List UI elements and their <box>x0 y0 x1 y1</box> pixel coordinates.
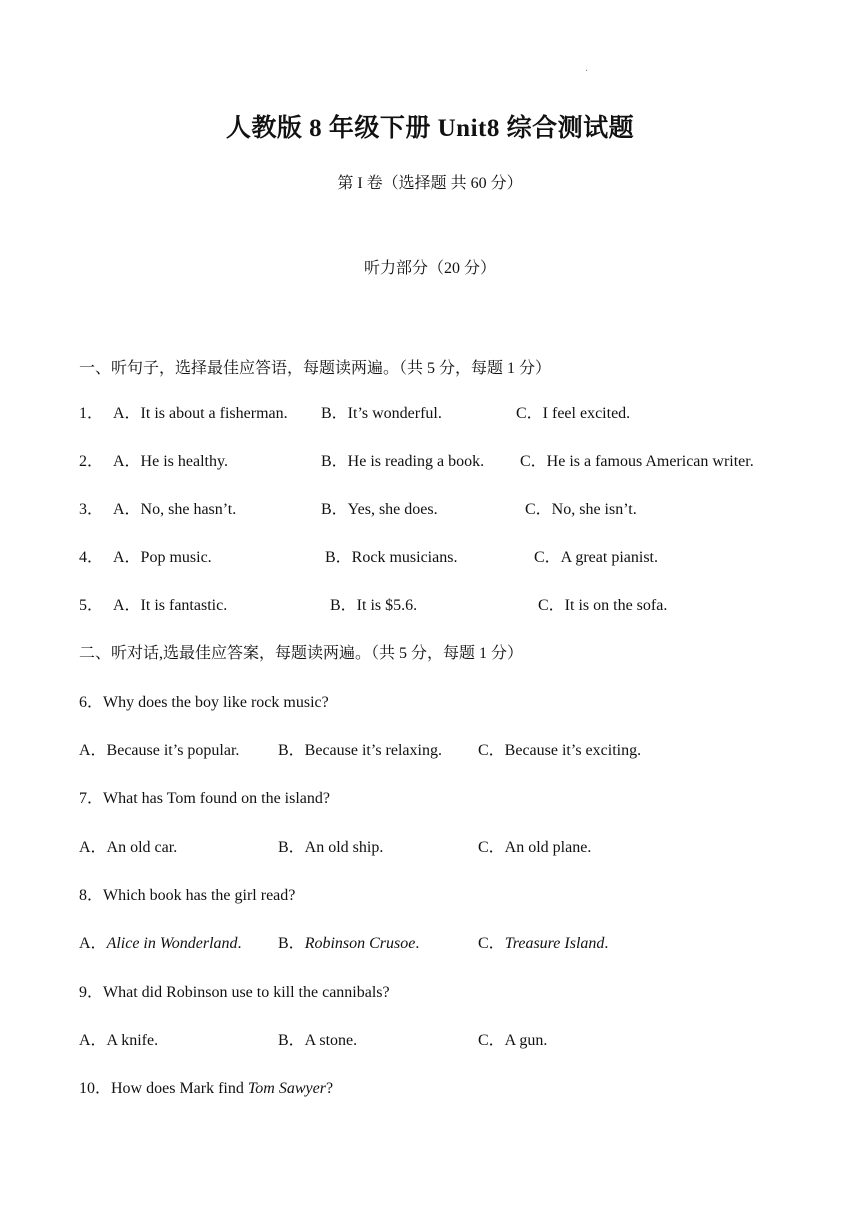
q3-option-a: A．No, she hasn’t. <box>113 501 237 518</box>
q8-option-a-letter: A． <box>79 935 107 952</box>
q8-option-b-end: . <box>415 935 420 952</box>
q4-number: 4． <box>79 549 104 566</box>
q1-number: 1． <box>79 405 104 422</box>
q8-option-b <box>278 930 419 953</box>
q7-option-b: B．An old ship. <box>278 839 384 856</box>
q8-option-a-end: . <box>237 935 242 952</box>
q9-stem: 9．What did Robinson use to kill the cannibals? <box>79 984 390 1001</box>
q5-option-a: A．It is fantastic. <box>113 597 228 614</box>
q9-option-b: B．A stone. <box>278 1032 358 1049</box>
q5-option-c: C．It is on the sofa. <box>538 597 668 614</box>
q7-option-c: C．An old plane. <box>478 839 592 856</box>
q2-option-a: A．He is healthy. <box>113 453 228 470</box>
q10-stem-end: ? <box>325 1080 334 1097</box>
q9-option-c: C．A gun. <box>478 1032 548 1049</box>
q2-number: 2． <box>79 453 104 470</box>
q6-option-c: C．Because it’s exciting. <box>478 742 642 759</box>
q10-stem <box>79 1075 333 1098</box>
q4-option-b: B．Rock musicians. <box>325 549 458 566</box>
q1-option-c: C．I feel excited. <box>516 405 631 422</box>
listening-label: 听力部分（20 分） <box>363 260 496 277</box>
q4-option-a: A．Pop music. <box>113 549 212 566</box>
q8-option-a-title: Alice in Wonderland <box>106 935 238 952</box>
q4-option-c: C．A great pianist. <box>534 549 658 566</box>
q3-option-c: C．No, she isn’t. <box>525 501 637 518</box>
q9-option-a: A．A knife. <box>79 1032 159 1049</box>
q2-option-b: B．He is reading a book. <box>321 453 485 470</box>
q6-stem: 6．Why does the boy like rock music? <box>79 694 329 711</box>
q8-option-c <box>478 930 608 953</box>
page-dot: · <box>585 66 589 77</box>
q10-stem-pre: 10．How does Mark find <box>79 1080 248 1097</box>
q1-option-a: A．It is about a fisherman. <box>113 405 288 422</box>
q10-stem-title: Tom Sawyer <box>247 1080 326 1097</box>
q5-option-b: B．It is $5.6. <box>330 597 418 614</box>
paper-label: 第 I 卷（选择题 共 60 分） <box>337 175 523 192</box>
section2-heading: 二、听对话,选最佳应答案，每题读两遍。（共 5 分，每题 1 分） <box>79 645 524 662</box>
section1-heading: 一、听句子，选择最佳应答语，每题读两遍。（共 5 分，每题 1 分） <box>79 360 552 377</box>
q8-option-a <box>79 930 242 953</box>
q3-option-b: B．Yes, she does. <box>321 501 438 518</box>
q8-option-c-end: . <box>604 935 609 952</box>
q8-option-b-letter: B． <box>278 935 305 952</box>
q7-stem: 7．What has Tom found on the island? <box>79 790 330 807</box>
q7-option-a: A．An old car. <box>79 839 178 856</box>
q6-option-a: A．Because it’s popular. <box>79 742 240 759</box>
q5-number: 5． <box>79 597 104 614</box>
q2-option-c: C．He is a famous American writer. <box>520 453 754 470</box>
document-title: 人教版 8 年级下册 Unit8 综合测试题 <box>225 115 635 142</box>
q8-option-c-letter: C． <box>478 935 505 952</box>
q3-number: 3． <box>79 501 104 518</box>
q8-option-b-title: Robinson Crusoe <box>304 935 416 952</box>
q8-option-c-title: Treasure Island <box>504 935 605 952</box>
q8-stem: 8．Which book has the girl read? <box>79 887 296 904</box>
q1-option-b: B．It’s wonderful. <box>321 405 442 422</box>
q6-option-b: B．Because it’s relaxing. <box>278 742 442 759</box>
